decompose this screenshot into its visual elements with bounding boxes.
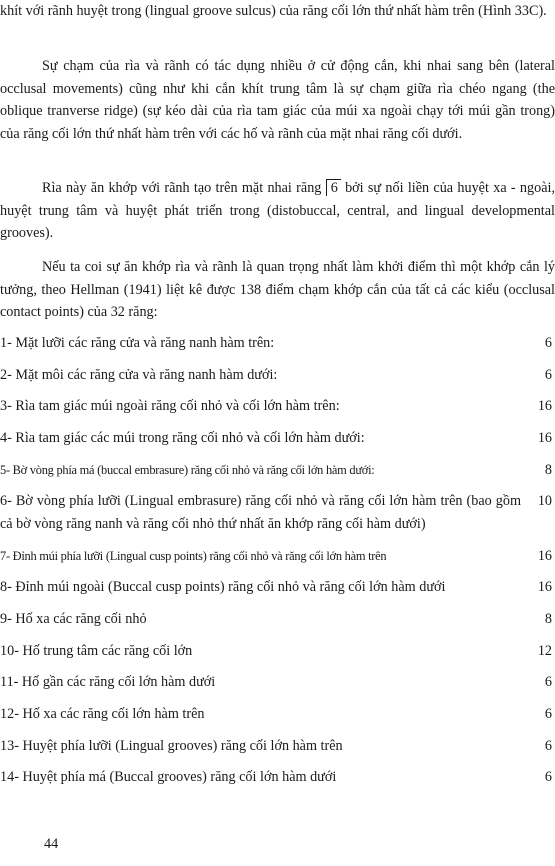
list-item-count: 16: [537, 579, 552, 596]
list-item: [0, 364, 555, 387]
list-item: [0, 459, 555, 482]
list-item: [0, 703, 555, 726]
paragraph-hellman-contacts: Nếu ta coi sự ăn khớp rìa và rãnh là quan trọng nhất làm khởi điểm thì một khớp cắn lý tưởng, theo Hellman (1941) liệt kê được 138 điểm chạm khớp cắn của tất cả các kiểu (occlusal contact points) của 32 răng:: [0, 259, 555, 320]
list-item-text: 12- Hố xa các răng cối lớn hàm trên: [0, 706, 205, 723]
list-item-text: 4- Rìa tam giác các múi trong răng cối nhỏ và cối lớn hàm dưới:: [0, 430, 365, 447]
list-item: [0, 766, 555, 789]
list-item-text: 9- Hố xa các răng cối nhỏ: [0, 611, 147, 627]
list-item: [0, 545, 555, 568]
list-item-count: 16: [537, 547, 552, 564]
list-item-count: 8: [544, 611, 552, 627]
list-item: [0, 332, 555, 355]
list-item: [0, 576, 555, 599]
list-item-text: 10- Hố trung tâm các răng cối lớn: [0, 642, 193, 659]
list-item-count: 6: [544, 769, 552, 786]
list-item-text: 6- Bờ vòng phía lưỡi (Lingual embrasure) răng cối nhỏ và răng cối lớn hàm trên (bao gồm cả bờ vòng răng nanh và răng cối nhỏ thứ nhất ăn khớp răng cối hàm dưới): [0, 493, 521, 532]
list-item-count: 10: [537, 493, 552, 510]
list-item-count: 6: [544, 366, 552, 383]
list-item-count: 16: [537, 430, 552, 447]
list-item-text: 13- Huyệt phía lưỡi (Lingual grooves) răng cối lớn hàm trên: [0, 737, 343, 754]
list-item-text: 8- Đỉnh múi ngoài (Buccal cusp points) răng cối nhỏ và răng cối lớn hàm dưới: [0, 579, 446, 596]
contact-points-list: [0, 332, 555, 798]
paragraph-ridge-groove-end: bởi sự nối liền của huyệt xa - ngoài, huyệt trung tâm và huyệt phát triển trong (distobuccal, central, and lingual developmental grooves).: [0, 180, 555, 241]
list-item-text: 14- Huyệt phía má (Buccal grooves) răng cối lớn hàm dưới: [0, 769, 337, 786]
list-item-text: 3- Rìa tam giác múi ngoài răng cối nhỏ và cối lớn hàm trên:: [0, 398, 340, 415]
list-item-count: 8: [544, 461, 552, 478]
list-item-text: 2- Mặt môi các răng cửa và răng nanh hàm dưới:: [0, 366, 278, 383]
list-item-text: 11- Hố gần các răng cối lớn hàm dưới: [0, 674, 216, 691]
list-item: [0, 395, 555, 418]
list-item-count: 6: [544, 706, 552, 723]
list-item-text: 7- Đỉnh múi phía lưỡi (Lingual cusp points) răng cối nhỏ và răng cối lớn hàm trên: [0, 548, 387, 563]
list-item-count: 6: [544, 335, 552, 351]
list-item-count: 6: [544, 737, 552, 754]
tooth-number-notation: 6: [326, 179, 341, 196]
list-item-text: 1- Mặt lưỡi các răng cửa và răng nanh hàm trên:: [0, 335, 275, 351]
list-item-text: 5- Bờ vòng phía má (buccal embrasure) răng cối nhỏ và răng cối lớn hàm dưới:: [0, 462, 375, 477]
paragraph-ridge-groove: [0, 177, 555, 245]
list-item: [0, 490, 555, 535]
paragraph-contact-movement: Sự chạm của rìa và rãnh có tác dụng nhiều ở cử động cắn, khi nhai sang bên (lateral occlusal movements) cũng như khi cắn khít trung tâm là sự chạm giữa rìa chéo ngang (the oblique tranverse ridge) (sự kéo dài của rìa tam giác của múi xa ngoài chạy tới múi gần trong) của răng cối lớn thứ nhất hàm trên với các hố và rãnh của mặt nhai răng cối dưới.: [0, 58, 555, 142]
list-item: [0, 735, 555, 758]
paragraph-continuation: khít với rãnh huyệt trong (lingual groove sulcus) của răng cối lớn thứ nhất hàm trên (Hình 33C).: [0, 3, 547, 19]
list-item-count: 12: [537, 642, 552, 659]
list-item: [0, 608, 555, 631]
list-item: [0, 640, 555, 663]
list-item: [0, 427, 555, 450]
list-item-count: 16: [537, 398, 552, 415]
paragraph-ridge-groove-start: Rìa này ăn khớp với rãnh tạo trên mặt nhai răng: [42, 180, 322, 196]
page-number: 44: [44, 836, 59, 852]
list-item: [0, 671, 555, 694]
list-item-count: 6: [544, 674, 552, 691]
